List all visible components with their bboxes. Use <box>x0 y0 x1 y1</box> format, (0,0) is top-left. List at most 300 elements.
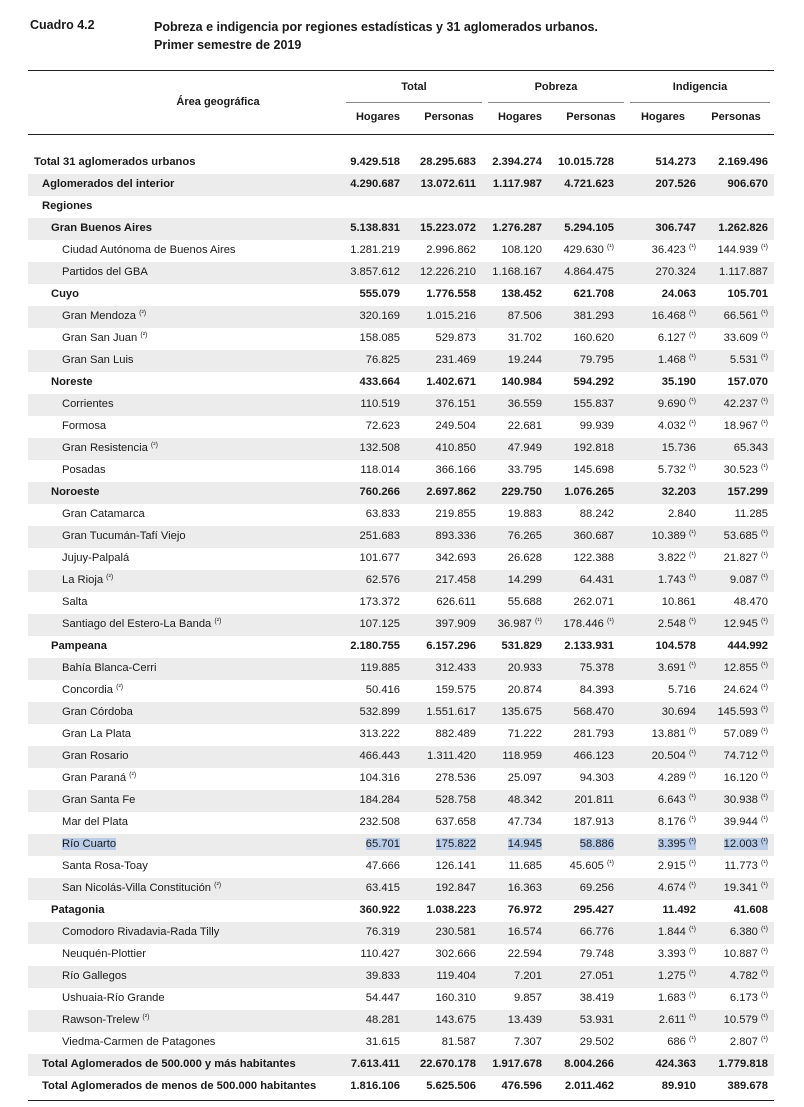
cell-total-hogares: 107.125 <box>359 618 400 630</box>
cell-indigencia-hogares: 686 $^{(^1)}$ <box>667 1036 696 1048</box>
cell-pobreza-personas: 66.776 <box>579 926 614 938</box>
cell-pobreza-hogares: 1.168.167 <box>492 266 542 278</box>
row-label: Regiones <box>42 200 93 212</box>
cell-total-hogares: 76.825 <box>365 354 400 366</box>
cell-total-hogares: 39.833 <box>365 970 400 982</box>
row-label: Patagonia <box>51 904 105 916</box>
table-row <box>28 350 774 372</box>
cell-total-hogares: 62.576 <box>365 574 400 586</box>
cell-pobreza-personas: 75.378 <box>579 662 614 674</box>
row-label: Pampeana <box>51 640 107 652</box>
cell-pobreza-hogares: 1.917.678 <box>492 1058 542 1070</box>
cell-indigencia-hogares: 3.395 $^{(^1)}$ <box>657 838 696 850</box>
row-label: Río Cuarto <box>62 838 117 850</box>
cell-total-personas: 119.404 <box>436 970 476 982</box>
cell-pobreza-personas: 2.133.931 <box>564 640 614 652</box>
cell-indigencia-hogares: 20.504 $^{(^1)}$ <box>651 750 696 762</box>
cell-indigencia-personas: 10.887 $^{(^1)}$ <box>723 948 768 960</box>
cell-indigencia-hogares: 6.127 $^{(^1)}$ <box>657 332 696 344</box>
row-label: Río Gallegos <box>62 970 127 982</box>
row-label: Gran Catamarca <box>62 508 145 520</box>
cell-indigencia-personas: 4.782 $^{(^1)}$ <box>729 970 768 982</box>
title-line-2: Primer semestre de 2019 <box>154 38 302 52</box>
cell-total-hogares: 158.085 <box>359 332 400 344</box>
row-label: Cuyo <box>51 288 79 300</box>
group-rule-total <box>346 102 482 103</box>
cell-indigencia-hogares: 424.363 <box>655 1058 696 1070</box>
table-row <box>28 504 774 526</box>
cell-indigencia-personas: 11.285 <box>734 508 768 520</box>
cell-indigencia-hogares: 10.389 $^{(^1)}$ <box>651 530 696 542</box>
cell-pobreza-personas: 64.431 <box>579 574 614 586</box>
cell-indigencia-hogares: 207.526 <box>655 178 696 190</box>
cell-pobreza-personas: 178.446 $^{(^1)}$ <box>563 618 614 630</box>
cell-total-personas: 893.336 <box>435 530 476 542</box>
cell-indigencia-hogares: 2.548 $^{(^1)}$ <box>657 618 696 630</box>
cell-total-hogares: 1.281.219 <box>350 244 400 256</box>
table-row <box>28 152 774 174</box>
cell-indigencia-personas: 12.945 $^{(^1)}$ <box>723 618 768 630</box>
cell-total-hogares: 3.857.612 <box>350 266 400 278</box>
cell-total-hogares: 63.415 <box>365 882 400 894</box>
cell-indigencia-personas: 5.531 $^{(^1)}$ <box>729 354 768 366</box>
cell-pobreza-hogares: 135.675 <box>501 706 542 718</box>
cell-total-hogares: 65.701 <box>365 838 400 850</box>
cell-total-personas: 160.310 <box>435 992 476 1004</box>
cell-total-hogares: 433.664 <box>359 376 400 388</box>
table-row <box>28 284 774 306</box>
table-row <box>28 878 774 900</box>
cell-indigencia-hogares: 4.289 $^{(^1)}$ <box>657 772 696 784</box>
cell-indigencia-hogares: 514.273 <box>655 156 696 168</box>
cell-pobreza-hogares: 22.681 <box>507 420 542 432</box>
cell-indigencia-hogares: 270.324 <box>655 266 696 278</box>
col-header-area: Área geográfica <box>176 96 260 108</box>
table-row <box>28 768 774 790</box>
cell-indigencia-hogares: 1.683 $^{(^1)}$ <box>657 992 696 1004</box>
cell-pobreza-hogares: 16.574 <box>507 926 542 938</box>
cell-total-personas: 126.141 <box>435 860 476 872</box>
row-label: La Rioja $^{(^2)}$ <box>62 574 114 586</box>
cell-pobreza-personas: 4.864.475 <box>564 266 614 278</box>
cell-total-personas: 637.658 <box>435 816 476 828</box>
table-row <box>28 196 774 218</box>
cell-indigencia-personas: 144.939 $^{(^1)}$ <box>717 244 768 256</box>
row-label: Aglomerados del interior <box>42 178 175 190</box>
row-label: Gran Paraná $^{(^2)}$ <box>62 772 137 784</box>
row-label: Gran La Plata <box>62 728 132 740</box>
row-label: Gran Tucumán-Tafí Viejo <box>62 530 186 542</box>
cell-total-hogares: 313.222 <box>359 728 400 740</box>
cell-indigencia-hogares: 5.732 $^{(^1)}$ <box>657 464 696 476</box>
cell-pobreza-personas: 1.076.265 <box>564 486 614 498</box>
cell-indigencia-personas: 145.593 $^{(^1)}$ <box>717 706 768 718</box>
cell-pobreza-hogares: 55.688 <box>507 596 542 608</box>
cell-pobreza-personas: 122.388 <box>573 552 614 564</box>
cell-pobreza-personas: 58.886 <box>579 838 614 850</box>
row-label: San Nicolás-Villa Constitución $^{(^2)}$ <box>62 882 222 894</box>
cell-indigencia-hogares: 104.578 <box>655 640 696 652</box>
row-label: Ciudad Autónoma de Buenos Aires <box>62 244 236 256</box>
cell-total-personas: 28.295.683 <box>420 156 476 168</box>
cell-pobreza-hogares: 14.299 <box>507 574 542 586</box>
cell-total-personas: 366.166 <box>435 464 476 476</box>
cell-indigencia-hogares: 2.840 <box>668 508 696 520</box>
cell-pobreza-personas: 621.708 <box>573 288 614 300</box>
cell-pobreza-personas: 381.293 <box>573 310 614 322</box>
row-label: Mar del Plata <box>62 816 128 828</box>
cell-total-hogares: 232.508 <box>359 816 400 828</box>
row-label: Noreste <box>51 376 93 388</box>
table-row <box>28 900 774 922</box>
cell-pobreza-personas: 8.004.266 <box>564 1058 614 1070</box>
cell-total-hogares: 320.169 <box>359 310 400 322</box>
row-label: Gran Córdoba <box>62 706 133 718</box>
cell-total-hogares: 2.180.755 <box>350 640 400 652</box>
col-group-total: Total <box>401 81 427 93</box>
cell-total-personas: 529.873 <box>435 332 476 344</box>
cell-indigencia-hogares: 2.915 $^{(^1)}$ <box>657 860 696 872</box>
cell-indigencia-personas: 12.855 $^{(^1)}$ <box>723 662 768 674</box>
cell-pobreza-hogares: 1.276.287 <box>492 222 542 234</box>
cell-total-personas: 159.575 <box>435 684 476 696</box>
cell-indigencia-personas: 65.343 <box>733 442 768 454</box>
cell-pobreza-hogares: 36.559 <box>507 398 542 410</box>
row-label: Total Aglomerados de menos de 500.000 habitantes <box>42 1080 317 1092</box>
cell-indigencia-hogares: 32.203 <box>661 486 696 498</box>
cell-total-hogares: 110.427 <box>360 948 400 960</box>
cell-total-personas: 1.776.558 <box>426 288 476 300</box>
cell-total-hogares: 184.284 <box>359 794 400 806</box>
cell-indigencia-personas: 105.701 <box>727 288 768 300</box>
cell-indigencia-personas: 39.944 $^{(^1)}$ <box>723 816 768 828</box>
cell-pobreza-hogares: 22.594 <box>507 948 542 960</box>
cell-indigencia-hogares: 35.190 <box>661 376 696 388</box>
cell-total-personas: 81.587 <box>441 1036 476 1048</box>
cell-indigencia-personas: 157.299 <box>727 486 768 498</box>
cell-pobreza-personas: 262.071 <box>573 596 614 608</box>
table-row <box>28 812 774 834</box>
cell-pobreza-hogares: 229.750 <box>501 486 542 498</box>
cell-pobreza-personas: 10.015.728 <box>558 156 614 168</box>
cell-indigencia-hogares: 11.492 <box>662 904 696 916</box>
table-row <box>28 790 774 812</box>
cell-indigencia-personas: 1.117.887 <box>719 266 768 278</box>
table-row <box>28 526 774 548</box>
cell-pobreza-hogares: 9.857 <box>514 992 542 1004</box>
cell-pobreza-hogares: 19.883 <box>507 508 542 520</box>
row-label: Gran Buenos Aires <box>51 222 152 234</box>
cell-indigencia-hogares: 30.694 <box>661 706 696 718</box>
row-label: Gran San Juan $^{(^2)}$ <box>62 332 148 344</box>
row-label: Neuquén-Plottier <box>62 948 146 960</box>
table-row <box>28 614 774 636</box>
row-label: Viedma-Carmen de Patagones <box>62 1036 216 1048</box>
cell-total-hogares: 1.816.106 <box>350 1080 400 1092</box>
table-row <box>28 548 774 570</box>
cell-indigencia-personas: 444.992 <box>727 640 768 652</box>
cell-total-personas: 1.402.671 <box>426 376 476 388</box>
cell-pobreza-hogares: 33.795 <box>507 464 542 476</box>
cell-total-hogares: 360.922 <box>359 904 400 916</box>
cell-pobreza-personas: 69.256 <box>579 882 614 894</box>
cell-total-personas: 312.433 <box>435 662 476 674</box>
table-row <box>28 702 774 724</box>
cell-total-personas: 6.157.296 <box>426 640 476 652</box>
row-label: Ushuaia-Río Grande <box>62 992 165 1004</box>
cell-total-personas: 882.489 <box>435 728 476 740</box>
cell-indigencia-hogares: 10.861 <box>661 596 696 608</box>
cell-pobreza-personas: 2.011.462 <box>564 1080 614 1092</box>
row-label: Bahía Blanca-Cerri <box>62 662 157 674</box>
table-row <box>28 944 774 966</box>
cell-pobreza-personas: 281.793 <box>573 728 614 740</box>
cell-pobreza-hogares: 76.972 <box>507 904 542 916</box>
row-label: Gran San Luis <box>62 354 134 366</box>
table-row <box>28 1010 774 1032</box>
row-label: Santa Rosa-Toay <box>62 860 148 872</box>
cell-pobreza-personas: 4.721.623 <box>564 178 614 190</box>
cell-pobreza-hogares: 76.265 <box>507 530 542 542</box>
table-row <box>28 1032 774 1054</box>
table-row <box>28 636 774 658</box>
cell-total-hogares: 118.014 <box>360 464 400 476</box>
cell-pobreza-hogares: 108.120 <box>501 244 542 256</box>
title-line-1: Pobreza e indigencia por regiones estadísticas y 31 aglomerados urbanos. <box>154 20 598 34</box>
cell-pobreza-personas: 99.939 <box>579 420 614 432</box>
cell-total-personas: 1.311.420 <box>427 750 476 762</box>
cell-indigencia-personas: 74.712 $^{(^1)}$ <box>723 750 768 762</box>
cell-total-personas: 175.822 <box>435 838 476 850</box>
cell-pobreza-personas: 466.123 <box>573 750 614 762</box>
table-row <box>28 482 774 504</box>
cell-pobreza-hogares: 2.394.274 <box>492 156 542 168</box>
cell-total-personas: 249.504 <box>435 420 476 432</box>
cell-pobreza-personas: 145.698 <box>573 464 614 476</box>
cell-indigencia-personas: 41.608 <box>733 904 768 916</box>
table-row <box>28 460 774 482</box>
cell-pobreza-personas: 594.292 <box>573 376 614 388</box>
cell-indigencia-personas: 57.089 $^{(^1)}$ <box>723 728 768 740</box>
cell-total-hogares: 110.519 <box>360 398 400 410</box>
cell-indigencia-personas: 9.087 $^{(^1)}$ <box>729 574 768 586</box>
row-label: Total Aglomerados de 500.000 y más habitantes <box>42 1058 296 1070</box>
cell-pobreza-personas: 94.303 <box>579 772 614 784</box>
cell-indigencia-personas: 30.938 $^{(^1)}$ <box>723 794 768 806</box>
table-row <box>28 240 774 262</box>
cell-indigencia-hogares: 3.691 $^{(^1)}$ <box>657 662 696 674</box>
cell-pobreza-personas: 79.795 <box>579 354 614 366</box>
row-label: Total 31 aglomerados urbanos <box>34 156 196 168</box>
cell-total-personas: 410.850 <box>435 442 476 454</box>
cell-pobreza-hogares: 14.945 <box>507 838 542 850</box>
cell-pobreza-personas: 79.748 <box>579 948 614 960</box>
cell-total-personas: 528.758 <box>435 794 476 806</box>
cell-pobreza-personas: 155.837 <box>573 398 614 410</box>
cell-total-personas: 2.996.862 <box>426 244 476 256</box>
cell-total-personas: 5.625.506 <box>426 1080 476 1092</box>
table-row <box>28 988 774 1010</box>
row-label: Posadas <box>62 464 106 476</box>
table-row <box>28 570 774 592</box>
cell-indigencia-hogares: 24.063 <box>661 288 696 300</box>
cell-pobreza-personas: 53.931 <box>579 1014 614 1026</box>
cell-total-hogares: 54.447 <box>365 992 400 1004</box>
table-row <box>28 438 774 460</box>
cell-total-hogares: 76.319 <box>365 926 400 938</box>
cell-total-hogares: 48.281 <box>365 1014 400 1026</box>
cell-indigencia-personas: 1.779.818 <box>718 1058 768 1070</box>
cell-pobreza-personas: 201.811 <box>574 794 614 806</box>
cell-pobreza-hogares: 26.628 <box>507 552 542 564</box>
cell-indigencia-hogares: 5.716 <box>668 684 696 696</box>
cell-total-personas: 12.226.210 <box>420 266 476 278</box>
cell-total-hogares: 31.615 <box>365 1036 400 1048</box>
table-row <box>28 724 774 746</box>
cell-indigencia-hogares: 15.736 <box>661 442 696 454</box>
cell-pobreza-hogares: 47.734 <box>507 816 542 828</box>
cell-total-personas: 230.581 <box>435 926 476 938</box>
table-row <box>28 262 774 284</box>
cell-pobreza-hogares: 7.201 <box>514 970 542 982</box>
table-row <box>28 218 774 240</box>
cell-pobreza-hogares: 1.117.987 <box>492 178 542 190</box>
col-group-indigencia: Indigencia <box>672 81 728 93</box>
row-label: Gran Santa Fe <box>62 794 136 806</box>
cell-total-personas: 219.855 <box>435 508 476 520</box>
cell-total-personas: 397.909 <box>435 618 476 630</box>
col-header-total-hogares: Hogares <box>355 111 401 123</box>
table-top-rule <box>28 70 774 71</box>
cell-indigencia-hogares: 9.690 $^{(^1)}$ <box>657 398 696 410</box>
cell-total-hogares: 760.266 <box>359 486 400 498</box>
cell-indigencia-personas: 42.237 $^{(^1)}$ <box>723 398 768 410</box>
cell-indigencia-hogares: 13.881 $^{(^1)}$ <box>651 728 696 740</box>
cell-total-personas: 192.847 <box>435 882 476 894</box>
col-header-pobreza-personas: Personas <box>566 111 616 123</box>
table-title <box>154 18 598 54</box>
table-row <box>28 922 774 944</box>
cell-total-hogares: 251.683 <box>359 530 400 542</box>
cell-total-hogares: 5.138.831 <box>350 222 400 234</box>
cell-indigencia-hogares: 4.032 $^{(^1)}$ <box>657 420 696 432</box>
cell-pobreza-personas: 84.393 <box>579 684 614 696</box>
table-row <box>28 372 774 394</box>
cell-indigencia-hogares: 16.468 $^{(^1)}$ <box>651 310 696 322</box>
cell-total-hogares: 47.666 <box>365 860 400 872</box>
cell-total-hogares: 4.290.687 <box>350 178 400 190</box>
table-row <box>28 966 774 988</box>
cell-pobreza-personas: 429.630 $^{(^1)}$ <box>563 244 614 256</box>
cell-total-hogares: 72.623 <box>365 420 400 432</box>
cell-total-hogares: 132.508 <box>359 442 400 454</box>
cell-pobreza-hogares: 20.874 <box>507 684 542 696</box>
cell-total-personas: 342.693 <box>435 552 476 564</box>
cell-pobreza-hogares: 476.596 <box>501 1080 542 1092</box>
table-row <box>28 328 774 350</box>
cell-pobreza-hogares: 47.949 <box>507 442 542 454</box>
cell-pobreza-personas: 38.419 <box>579 992 614 1004</box>
cell-indigencia-personas: 10.579 $^{(^1)}$ <box>723 1014 768 1026</box>
cell-indigencia-hogares: 3.393 $^{(^1)}$ <box>657 948 696 960</box>
cell-pobreza-hogares: 13.439 <box>507 1014 542 1026</box>
cell-indigencia-personas: 19.341 $^{(^1)}$ <box>723 882 768 894</box>
cell-indigencia-hogares: 89.910 <box>661 1080 696 1092</box>
cell-total-personas: 302.666 <box>435 948 476 960</box>
cell-total-personas: 1.015.216 <box>426 310 476 322</box>
col-header-indigencia-hogares: Hogares <box>640 111 686 123</box>
row-label: Gran Resistencia $^{(^2)}$ <box>62 442 158 454</box>
cell-pobreza-hogares: 138.452 <box>501 288 542 300</box>
table-row <box>28 592 774 614</box>
row-label: Partidos del GBA <box>62 266 148 278</box>
table-bottom-rule <box>28 1100 774 1101</box>
cell-total-personas: 13.072.611 <box>420 178 476 190</box>
cell-indigencia-personas: 157.070 <box>727 376 768 388</box>
header-bottom-rule <box>28 134 774 135</box>
cell-total-personas: 231.469 <box>435 354 476 366</box>
cell-indigencia-personas: 11.773 $^{(^1)}$ <box>724 860 768 872</box>
row-label: Concordia $^{(^2)}$ <box>62 684 124 696</box>
cell-pobreza-hogares: 7.307 <box>514 1036 542 1048</box>
cell-indigencia-hogares: 3.822 $^{(^1)}$ <box>657 552 696 564</box>
col-header-total-personas: Personas <box>424 111 474 123</box>
cell-total-hogares: 7.613.411 <box>350 1058 400 1070</box>
row-label: Corrientes <box>62 398 114 410</box>
cell-indigencia-hogares: 36.423 $^{(^1)}$ <box>651 244 696 256</box>
table-row <box>28 658 774 680</box>
cell-pobreza-personas: 160.620 <box>573 332 614 344</box>
cell-total-hogares: 466.443 <box>359 750 400 762</box>
cell-total-personas: 22.670.178 <box>420 1058 476 1070</box>
row-label: Comodoro Rivadavia-Rada Tilly <box>62 926 220 938</box>
table-row <box>28 416 774 438</box>
row-label: Gran Mendoza $^{(^2)}$ <box>62 310 147 322</box>
cell-total-hogares: 101.677 <box>359 552 400 564</box>
cell-pobreza-hogares: 140.984 <box>501 376 542 388</box>
table-row <box>28 1054 774 1076</box>
cell-indigencia-personas: 53.685 $^{(^1)}$ <box>723 530 768 542</box>
cell-indigencia-hogares: 4.674 $^{(^1)}$ <box>657 882 696 894</box>
cell-total-hogares: 63.833 <box>365 508 400 520</box>
col-group-pobreza: Pobreza <box>534 81 578 93</box>
table-row <box>28 746 774 768</box>
table-row <box>28 834 774 856</box>
cell-total-personas: 217.458 <box>435 574 476 586</box>
cell-pobreza-hogares: 31.702 <box>507 332 542 344</box>
table-row <box>28 306 774 328</box>
cell-pobreza-hogares: 87.506 <box>507 310 542 322</box>
cell-pobreza-personas: 187.913 <box>573 816 614 828</box>
cell-total-personas: 278.536 <box>435 772 476 784</box>
cell-pobreza-personas: 295.427 <box>573 904 614 916</box>
cell-total-hogares: 50.416 <box>365 684 400 696</box>
cell-indigencia-hogares: 306.747 <box>655 222 696 234</box>
cell-pobreza-personas: 27.051 <box>579 970 614 982</box>
group-rule-pobreza <box>488 102 624 103</box>
table-row <box>28 856 774 878</box>
cell-indigencia-personas: 12.003 $^{(^1)}$ <box>723 838 768 850</box>
cell-pobreza-personas: 45.605 $^{(^1)}$ <box>569 860 614 872</box>
cell-total-personas: 15.223.072 <box>420 222 476 234</box>
cell-pobreza-hogares: 531.829 <box>501 640 542 652</box>
cell-pobreza-hogares: 25.097 <box>507 772 542 784</box>
cell-total-personas: 1.038.223 <box>426 904 476 916</box>
cell-pobreza-personas: 88.242 <box>579 508 614 520</box>
cell-total-hogares: 104.316 <box>359 772 400 784</box>
cell-pobreza-personas: 29.502 <box>579 1036 614 1048</box>
table-row <box>28 174 774 196</box>
